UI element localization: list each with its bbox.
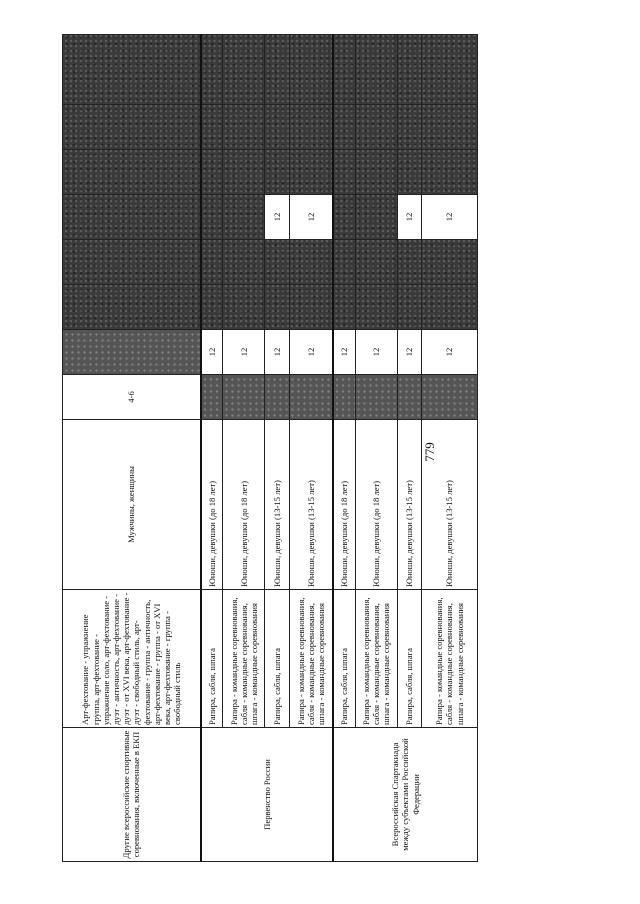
places-cell bbox=[201, 374, 223, 419]
disciplines-cell: Рапира - командные соревнования, сабля - командные соревнования, шпага - командные соревнования bbox=[223, 590, 265, 728]
value-cell: 12 bbox=[421, 194, 477, 239]
value-cell: 12 bbox=[265, 329, 289, 374]
value-cell bbox=[223, 149, 265, 194]
age-cell: Юноши, девушки (13-15 лет) bbox=[421, 419, 477, 589]
value-cell: 12 bbox=[201, 329, 223, 374]
age-cell: Юноши, девушки (до 18 лет) bbox=[355, 419, 397, 589]
value-cell bbox=[421, 239, 477, 284]
disciplines-cell: Рапира - командные соревнования, сабля - командные соревнования, шпага - командные соревнования bbox=[421, 590, 477, 728]
value-cell bbox=[223, 239, 265, 284]
value-cell bbox=[201, 194, 223, 239]
places-cell bbox=[333, 374, 355, 419]
value-cell bbox=[333, 104, 355, 149]
value-cell bbox=[355, 284, 397, 329]
places-cell bbox=[421, 374, 477, 419]
value-cell bbox=[223, 104, 265, 149]
value-cell bbox=[289, 149, 333, 194]
disciplines-cell: Рапира - командные соревнования, сабля - командные соревнования, шпага - командные соревнования bbox=[289, 590, 333, 728]
value-cell bbox=[63, 284, 201, 329]
value-cell bbox=[223, 194, 265, 239]
value-cell: 12 bbox=[397, 194, 421, 239]
value-cell bbox=[289, 239, 333, 284]
places-cell bbox=[265, 374, 289, 419]
value-cell bbox=[63, 149, 201, 194]
page-number: 779 bbox=[422, 442, 437, 462]
value-cell bbox=[421, 104, 477, 149]
value-cell bbox=[265, 34, 289, 104]
value-cell bbox=[201, 149, 223, 194]
age-cell: Юноши, девушки (13-15 лет) bbox=[265, 419, 289, 589]
value-cell bbox=[355, 194, 397, 239]
value-cell bbox=[63, 329, 201, 374]
disciplines-cell: Рапира - командные соревнования, сабля - командные соревнования, шпага - командные соревнования bbox=[355, 590, 397, 728]
value-cell: 12 bbox=[397, 329, 421, 374]
value-cell: 12 bbox=[355, 329, 397, 374]
value-cell bbox=[289, 34, 333, 104]
places-cell: 4-6 bbox=[63, 374, 201, 419]
value-cell bbox=[397, 34, 421, 104]
category-cell: Первенство России bbox=[201, 728, 333, 862]
value-cell bbox=[201, 284, 223, 329]
disciplines-cell: Рапира, сабля, шпага bbox=[397, 590, 421, 728]
value-cell bbox=[397, 284, 421, 329]
value-cell bbox=[397, 149, 421, 194]
value-cell bbox=[265, 149, 289, 194]
value-cell bbox=[223, 34, 265, 104]
category-cell: Другие всероссийские спортивные соревнования, включенные в ЕКП bbox=[63, 728, 201, 862]
places-cell bbox=[289, 374, 333, 419]
places-cell bbox=[397, 374, 421, 419]
value-cell bbox=[265, 284, 289, 329]
places-cell bbox=[355, 374, 397, 419]
value-cell bbox=[201, 34, 223, 104]
value-cell bbox=[333, 34, 355, 104]
table-row bbox=[63, 34, 201, 861]
category-cell: Всероссийская Спартакиада между субъектами Российской Федерации bbox=[333, 728, 477, 862]
value-cell bbox=[63, 34, 201, 104]
age-cell: Юноши, девушки (до 18 лет) bbox=[333, 419, 355, 589]
value-cell bbox=[63, 194, 201, 239]
value-cell: 12 bbox=[223, 329, 265, 374]
value-cell bbox=[355, 104, 397, 149]
table-row bbox=[201, 34, 223, 861]
value-cell bbox=[355, 149, 397, 194]
value-cell bbox=[333, 149, 355, 194]
value-cell bbox=[397, 104, 421, 149]
value-cell bbox=[333, 284, 355, 329]
value-cell bbox=[63, 239, 201, 284]
age-cell: Юноши, девушки (13-15 лет) bbox=[397, 419, 421, 589]
value-cell: 12 bbox=[421, 329, 477, 374]
value-cell: 12 bbox=[289, 194, 333, 239]
value-cell bbox=[421, 34, 477, 104]
age-cell: Юноши, девушки (до 18 лет) bbox=[223, 419, 265, 589]
value-cell: 12 bbox=[333, 329, 355, 374]
value-cell bbox=[289, 104, 333, 149]
value-cell bbox=[201, 104, 223, 149]
value-cell bbox=[201, 239, 223, 284]
disciplines-cell: Арт-фехтование - упражнение группа, арт-фехтование - упражнение соло, арт-фехтование - дуэт - античность, арт-фехтование - дуэт - от XVI века, арт-фехтование - дуэт - свободный стиль, арт-фехтование - группа - античность, арт-фехтование - группа - от XVI века, арт-фехтование - группа - свободный стиль bbox=[63, 590, 201, 728]
value-cell: 12 bbox=[265, 194, 289, 239]
value-cell bbox=[421, 284, 477, 329]
value-cell bbox=[355, 239, 397, 284]
value-cell bbox=[63, 104, 201, 149]
value-cell bbox=[223, 284, 265, 329]
disciplines-cell: Рапира, сабля, шпага bbox=[265, 590, 289, 728]
value-cell bbox=[265, 104, 289, 149]
rotated-table-container bbox=[62, 35, 478, 862]
value-cell bbox=[333, 239, 355, 284]
value-cell bbox=[333, 194, 355, 239]
age-cell: Мужчины, женщины bbox=[63, 419, 201, 589]
table-row bbox=[333, 34, 355, 861]
disciplines-cell: Рапира, сабля, шпага bbox=[201, 590, 223, 728]
value-cell bbox=[421, 149, 477, 194]
age-cell: Юноши, девушки (до 18 лет) bbox=[201, 419, 223, 589]
value-cell bbox=[265, 239, 289, 284]
value-cell bbox=[397, 239, 421, 284]
value-cell bbox=[355, 34, 397, 104]
value-cell bbox=[289, 284, 333, 329]
age-cell: Юноши, девушки (13-15 лет) bbox=[289, 419, 333, 589]
value-cell: 12 bbox=[289, 329, 333, 374]
disciplines-cell: Рапира, сабля, шпага bbox=[333, 590, 355, 728]
competition-table bbox=[62, 34, 478, 862]
places-cell bbox=[223, 374, 265, 419]
